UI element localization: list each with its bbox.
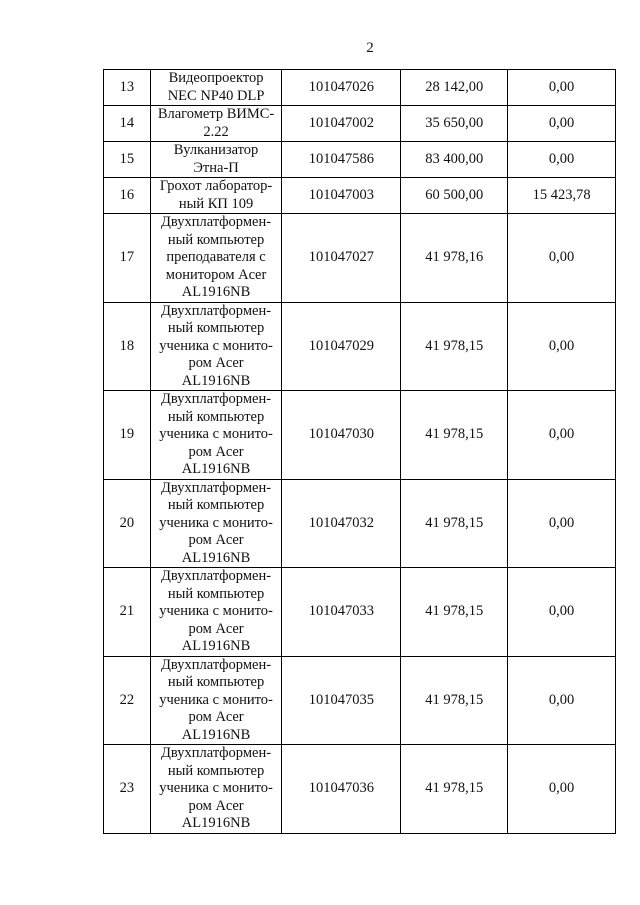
cost-cell: 41 978,15 [401,568,508,657]
item-name-cell: Двухплатформен- ный компьютер ученика с монито- ром Acer AL1916NB [150,656,282,745]
cost-cell: 41 978,15 [401,656,508,745]
row-number-cell: 16 [104,178,151,214]
cost-cell: 35 650,00 [401,106,508,142]
item-name-cell: Видеопроектор NEC NP40 DLP [150,70,282,106]
table-row [104,568,616,657]
row-number-cell: 18 [104,302,151,391]
item-name-cell: Двухплатформен- ный компьютер ученика с монито- ром Acer AL1916NB [150,745,282,834]
table-row [104,745,616,834]
page-number: 2 [366,40,374,56]
table-row [104,106,616,142]
row-number-cell: 23 [104,745,151,834]
table-row [104,656,616,745]
row-number-cell: 20 [104,479,151,568]
residual-value-cell: 15 423,78 [508,178,616,214]
cost-cell: 41 978,15 [401,745,508,834]
inventory-code-cell: 101047026 [282,70,401,106]
cost-cell: 83 400,00 [401,142,508,178]
residual-value-cell: 0,00 [508,70,616,106]
row-number-cell: 21 [104,568,151,657]
row-number-cell: 14 [104,106,151,142]
row-number-cell: 13 [104,70,151,106]
cost-cell: 41 978,15 [401,479,508,568]
item-name-cell: Грохот лаборатор- ный КП 109 [150,178,282,214]
inventory-code-cell: 101047002 [282,106,401,142]
residual-value-cell: 0,00 [508,656,616,745]
residual-value-cell: 0,00 [508,214,616,303]
residual-value-cell: 0,00 [508,745,616,834]
cost-cell: 41 978,16 [401,214,508,303]
table-row [104,70,616,106]
cost-cell: 60 500,00 [401,178,508,214]
residual-value-cell: 0,00 [508,479,616,568]
item-name-cell: Двухплатформен- ный компьютер ученика с монито- ром Acer AL1916NB [150,479,282,568]
inventory-table [103,69,616,834]
inventory-code-cell: 101047033 [282,568,401,657]
inventory-code-cell: 101047027 [282,214,401,303]
inventory-code-cell: 101047586 [282,142,401,178]
residual-value-cell: 0,00 [508,568,616,657]
table-row [104,214,616,303]
cost-cell: 28 142,00 [401,70,508,106]
item-name-cell: Вулканизатор Этна-П [150,142,282,178]
item-name-cell: Двухплатформен- ный компьютер преподавателя с монитором Acer AL1916NB [150,214,282,303]
inventory-code-cell: 101047029 [282,302,401,391]
cost-cell: 41 978,15 [401,302,508,391]
inventory-code-cell: 101047032 [282,479,401,568]
item-name-cell: Двухплатформен- ный компьютер ученика с монито- ром Acer AL1916NB [150,391,282,480]
residual-value-cell: 0,00 [508,142,616,178]
residual-value-cell: 0,00 [508,106,616,142]
residual-value-cell: 0,00 [508,302,616,391]
table-row [104,178,616,214]
row-number-cell: 17 [104,214,151,303]
residual-value-cell: 0,00 [508,391,616,480]
inventory-code-cell: 101047036 [282,745,401,834]
item-name-cell: Двухплатформен- ный компьютер ученика с монито- ром Acer AL1916NB [150,568,282,657]
item-name-cell: Влагометр ВИМС- 2.22 [150,106,282,142]
cost-cell: 41 978,15 [401,391,508,480]
row-number-cell: 19 [104,391,151,480]
table-row [104,479,616,568]
inventory-code-cell: 101047035 [282,656,401,745]
table-row [104,302,616,391]
item-name-cell: Двухплатформен- ный компьютер ученика с монито- ром Acer AL1916NB [150,302,282,391]
table-row [104,142,616,178]
row-number-cell: 15 [104,142,151,178]
inventory-code-cell: 101047003 [282,178,401,214]
table-row [104,391,616,480]
inventory-code-cell: 101047030 [282,391,401,480]
inventory-table-body [104,70,616,834]
row-number-cell: 22 [104,656,151,745]
